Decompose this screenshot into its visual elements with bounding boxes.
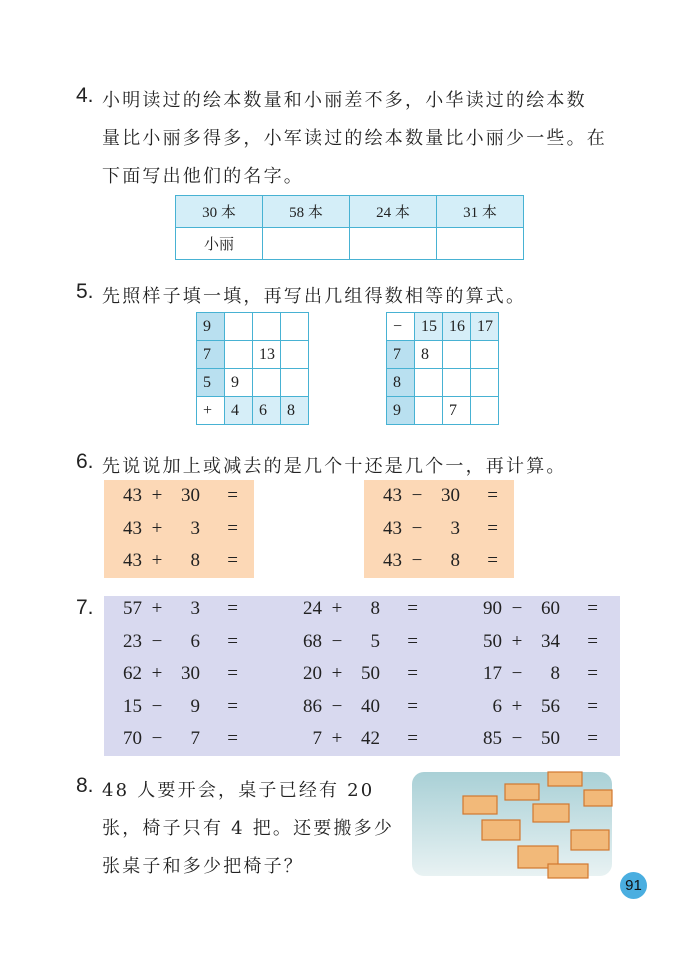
equation-a: 6 bbox=[492, 695, 502, 717]
q8-text-line: 48 人要开会，桌子已经有 20 bbox=[102, 780, 375, 801]
equation-b: 8 bbox=[190, 550, 200, 571]
equation bbox=[472, 663, 598, 685]
equation-a: 23 bbox=[123, 630, 142, 652]
q8-text-line: 张桌子和多少把椅子？ bbox=[102, 856, 304, 877]
q4-header-cell: 58 本 bbox=[263, 196, 350, 228]
equals-sign: = bbox=[227, 485, 238, 506]
q5-number: 5. bbox=[76, 280, 94, 303]
table-cell: 6 bbox=[253, 397, 281, 425]
equals-sign: = bbox=[227, 598, 238, 619]
equation bbox=[292, 663, 418, 685]
equation-a: 62 bbox=[123, 663, 142, 684]
equation bbox=[112, 663, 238, 685]
equation-b: 30 bbox=[181, 663, 200, 684]
equation bbox=[372, 550, 498, 572]
equation-op: − bbox=[411, 517, 423, 539]
equals-sign: = bbox=[487, 517, 498, 539]
equals-sign: = bbox=[587, 598, 598, 619]
equation-a: 43 bbox=[383, 517, 402, 539]
equation-op: − bbox=[151, 695, 163, 717]
equation-b: 8 bbox=[550, 663, 560, 684]
equation bbox=[112, 550, 238, 572]
table-cell: 4 bbox=[225, 397, 253, 425]
table-cell: − bbox=[387, 313, 415, 341]
equals-sign: = bbox=[407, 663, 418, 684]
q4-text-line: 小明读过的绘本数量和小丽差不多，小华读过的绘本数 bbox=[102, 90, 587, 111]
equation-a: 24 bbox=[303, 598, 322, 619]
equation bbox=[292, 696, 418, 718]
equation bbox=[112, 728, 238, 750]
equation-op: − bbox=[411, 485, 423, 506]
equation-a: 85 bbox=[483, 728, 502, 749]
equals-sign: = bbox=[227, 550, 238, 571]
equation-op: + bbox=[331, 663, 343, 684]
table-cell: 7 bbox=[387, 341, 415, 369]
equation-op: − bbox=[151, 630, 163, 652]
equation-op: + bbox=[151, 663, 163, 684]
table-cell: 9 bbox=[197, 313, 225, 341]
equation bbox=[112, 518, 238, 540]
equation-b: 34 bbox=[541, 630, 560, 652]
equals-sign: = bbox=[407, 598, 418, 619]
equation-b: 60 bbox=[541, 598, 560, 619]
equation bbox=[112, 598, 238, 620]
equals-sign: = bbox=[587, 630, 598, 652]
blank-cell[interactable] bbox=[471, 397, 499, 425]
table-cell: 16 bbox=[443, 313, 471, 341]
equation-op: + bbox=[151, 550, 163, 571]
blank-cell[interactable] bbox=[471, 369, 499, 397]
equation-b: 42 bbox=[361, 728, 380, 749]
table-cell: 9 bbox=[387, 397, 415, 425]
q4-header-cell: 30 本 bbox=[176, 196, 263, 228]
blank-cell[interactable] bbox=[443, 341, 471, 369]
table-cell: 5 bbox=[197, 369, 225, 397]
equation-op: + bbox=[331, 728, 343, 749]
equals-sign: = bbox=[227, 728, 238, 749]
equation bbox=[472, 696, 598, 718]
equation-a: 7 bbox=[312, 728, 322, 749]
table-cell: 17 bbox=[471, 313, 499, 341]
equals-sign: = bbox=[487, 550, 498, 571]
table-cell: 8 bbox=[387, 369, 415, 397]
equation-a: 57 bbox=[123, 598, 142, 619]
blank-cell[interactable] bbox=[253, 313, 281, 341]
equation-a: 43 bbox=[383, 485, 402, 506]
equation-b: 3 bbox=[190, 517, 200, 539]
equation-b: 56 bbox=[541, 695, 560, 717]
equation-op: − bbox=[511, 598, 523, 619]
table-cell: 13 bbox=[253, 341, 281, 369]
q4-header-cell: 31 本 bbox=[437, 196, 524, 228]
equals-sign: = bbox=[487, 485, 498, 506]
equals-sign: = bbox=[587, 728, 598, 749]
equation-a: 43 bbox=[383, 550, 402, 571]
equation-b: 50 bbox=[541, 728, 560, 749]
table-cell: 9 bbox=[225, 369, 253, 397]
equation-a: 43 bbox=[123, 550, 142, 571]
equation-b: 30 bbox=[441, 485, 460, 506]
equation-op: − bbox=[511, 728, 523, 749]
q8-number: 8. bbox=[76, 774, 94, 797]
equation-op: − bbox=[511, 663, 523, 684]
blank-cell[interactable] bbox=[281, 313, 309, 341]
equation-b: 7 bbox=[190, 728, 200, 749]
equation-op: + bbox=[151, 517, 163, 539]
q6-title: 先说说加上或减去的是几个十还是几个一，再计算。 bbox=[102, 456, 567, 477]
q4-answer-cell[interactable] bbox=[350, 228, 437, 260]
equation bbox=[112, 631, 238, 653]
q4-header-cell: 24 本 bbox=[350, 196, 437, 228]
equation-b: 9 bbox=[190, 695, 200, 717]
blank-cell[interactable] bbox=[443, 369, 471, 397]
equals-sign: = bbox=[227, 630, 238, 652]
equation-op: + bbox=[511, 695, 523, 717]
equation-op: + bbox=[511, 630, 523, 652]
equation bbox=[372, 485, 498, 507]
equation-a: 43 bbox=[123, 517, 142, 539]
subtraction-table bbox=[386, 312, 499, 425]
equals-sign: = bbox=[227, 663, 238, 684]
equation bbox=[472, 631, 598, 653]
equals-sign: = bbox=[407, 695, 418, 717]
equation-b: 3 bbox=[190, 598, 200, 619]
blank-cell[interactable] bbox=[281, 369, 309, 397]
equation-a: 68 bbox=[303, 630, 322, 652]
table-cell: 7 bbox=[443, 397, 471, 425]
q4-number: 4. bbox=[76, 84, 94, 107]
q7-number: 7. bbox=[76, 596, 94, 619]
equation-a: 50 bbox=[483, 630, 502, 652]
table-cell: 15 bbox=[415, 313, 443, 341]
equation-b: 30 bbox=[181, 485, 200, 506]
equation-op: − bbox=[411, 550, 423, 571]
equation-op: − bbox=[331, 695, 343, 717]
equation-b: 3 bbox=[450, 517, 460, 539]
equation-a: 70 bbox=[123, 728, 142, 749]
q4-name-cell: 小丽 bbox=[176, 228, 263, 260]
q8-text-line: 张，椅子只有 4 把。还要搬多少 bbox=[102, 818, 395, 839]
equals-sign: = bbox=[587, 695, 598, 717]
blank-cell[interactable] bbox=[415, 369, 443, 397]
table-cell: 7 bbox=[197, 341, 225, 369]
equation-a: 20 bbox=[303, 663, 322, 684]
q6-number: 6. bbox=[76, 450, 94, 473]
q4-text-line: 下面写出他们的名字。 bbox=[102, 166, 304, 187]
q4-text-line: 量比小丽多得多，小军读过的绘本数量比小丽少一些。在 bbox=[102, 128, 607, 149]
equals-sign: = bbox=[587, 663, 598, 684]
equation-op: − bbox=[331, 630, 343, 652]
desks-illustration bbox=[408, 768, 614, 880]
equals-sign: = bbox=[227, 517, 238, 539]
equation bbox=[472, 598, 598, 620]
table-cell: 8 bbox=[415, 341, 443, 369]
blank-cell[interactable] bbox=[281, 341, 309, 369]
blank-cell[interactable] bbox=[225, 313, 253, 341]
equation-a: 86 bbox=[303, 695, 322, 717]
equation-a: 43 bbox=[123, 485, 142, 506]
equals-sign: = bbox=[227, 695, 238, 717]
equation bbox=[292, 631, 418, 653]
page-number-badge: 91 bbox=[620, 872, 647, 899]
equation-b: 6 bbox=[190, 630, 200, 652]
equals-sign: = bbox=[407, 728, 418, 749]
equation-op: + bbox=[331, 598, 343, 619]
equation-b: 50 bbox=[361, 663, 380, 684]
blank-cell[interactable] bbox=[253, 369, 281, 397]
equation bbox=[292, 598, 418, 620]
q4-table bbox=[175, 195, 524, 260]
equation-op: + bbox=[151, 598, 163, 619]
blank-cell[interactable] bbox=[415, 397, 443, 425]
equals-sign: = bbox=[407, 630, 418, 652]
equation-op: + bbox=[151, 485, 163, 506]
equation-a: 15 bbox=[123, 695, 142, 717]
equation bbox=[472, 728, 598, 750]
blank-cell[interactable] bbox=[471, 341, 499, 369]
equation-a: 90 bbox=[483, 598, 502, 619]
equation-a: 17 bbox=[483, 663, 502, 684]
table-cell: + bbox=[197, 397, 225, 425]
equation-b: 5 bbox=[370, 630, 380, 652]
equation bbox=[112, 696, 238, 718]
q5-title: 先照样子填一填，再写出几组得数相等的算式。 bbox=[102, 286, 527, 307]
equation-b: 40 bbox=[361, 695, 380, 717]
equation-b: 8 bbox=[370, 598, 380, 619]
addition-table bbox=[196, 312, 309, 425]
q4-answer-cell[interactable] bbox=[437, 228, 524, 260]
table-cell: 8 bbox=[281, 397, 309, 425]
blank-cell[interactable] bbox=[225, 341, 253, 369]
equation-op: − bbox=[151, 728, 163, 749]
equation-b: 8 bbox=[450, 550, 460, 571]
equation bbox=[112, 485, 238, 507]
q4-answer-cell[interactable] bbox=[263, 228, 350, 260]
equation bbox=[292, 728, 418, 750]
equation bbox=[372, 518, 498, 540]
